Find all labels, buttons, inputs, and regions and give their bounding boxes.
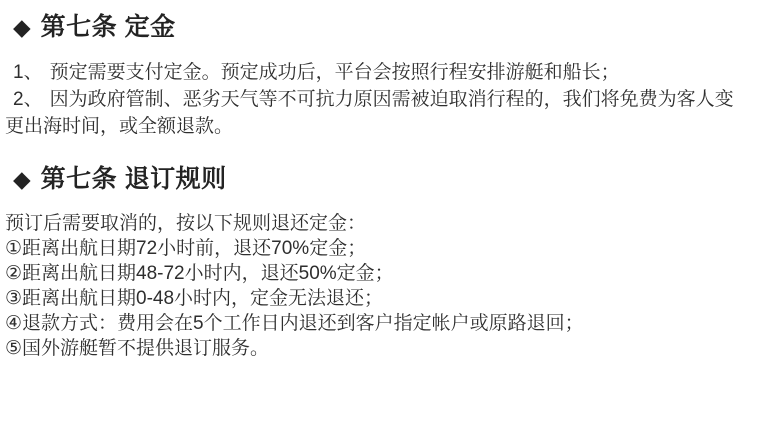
- section-refund-title: 第七条 退订规则: [40, 165, 227, 193]
- deposit-clause-1: [5, 59, 746, 86]
- refund-rules-intro: 预订后需要取消的，按以下规则退还定金：: [5, 213, 367, 234]
- clause-1-text: 预定需要支付定金。预定成功后，平台会按照行程安排游艇和船长；: [49, 62, 620, 83]
- refund-rule-3: ③距离出航日期0-48小时内，定金无法退还；: [5, 288, 384, 309]
- diamond-bullet-icon: ◆: [13, 14, 32, 40]
- refund-rule-5: ⑤国外游艇暂不提供退订服务。: [5, 338, 270, 359]
- clause-1-number: 1、: [13, 62, 43, 83]
- section-refund-rules: [5, 162, 746, 361]
- clause-2-number: 2、: [13, 89, 43, 110]
- refund-rule-2: ②距离出航日期48-72小时内，退还50%定金；: [5, 263, 394, 284]
- section-deposit-title: 第七条 定金: [40, 13, 176, 41]
- refund-rule-4: ④退款方式：费用会在5个工作日内退还到客户指定帐户或原路退回；: [5, 313, 584, 334]
- refund-rule-1: ①距离出航日期72小时前，退还70%定金；: [5, 238, 367, 259]
- diamond-bullet-icon: ◆: [13, 166, 32, 192]
- deposit-clause-2: [5, 86, 746, 140]
- section-refund-heading: [13, 162, 746, 196]
- section-deposit: [5, 10, 746, 140]
- refund-rule-list: [5, 236, 746, 361]
- clause-2-text: 因为政府管制、恶劣天气等不可抗力原因需被迫取消行程的，我们将免费为客人变更出海时间，或全额退款。: [5, 89, 734, 137]
- deposit-clause-list: [5, 59, 746, 140]
- section-deposit-heading: [13, 10, 746, 44]
